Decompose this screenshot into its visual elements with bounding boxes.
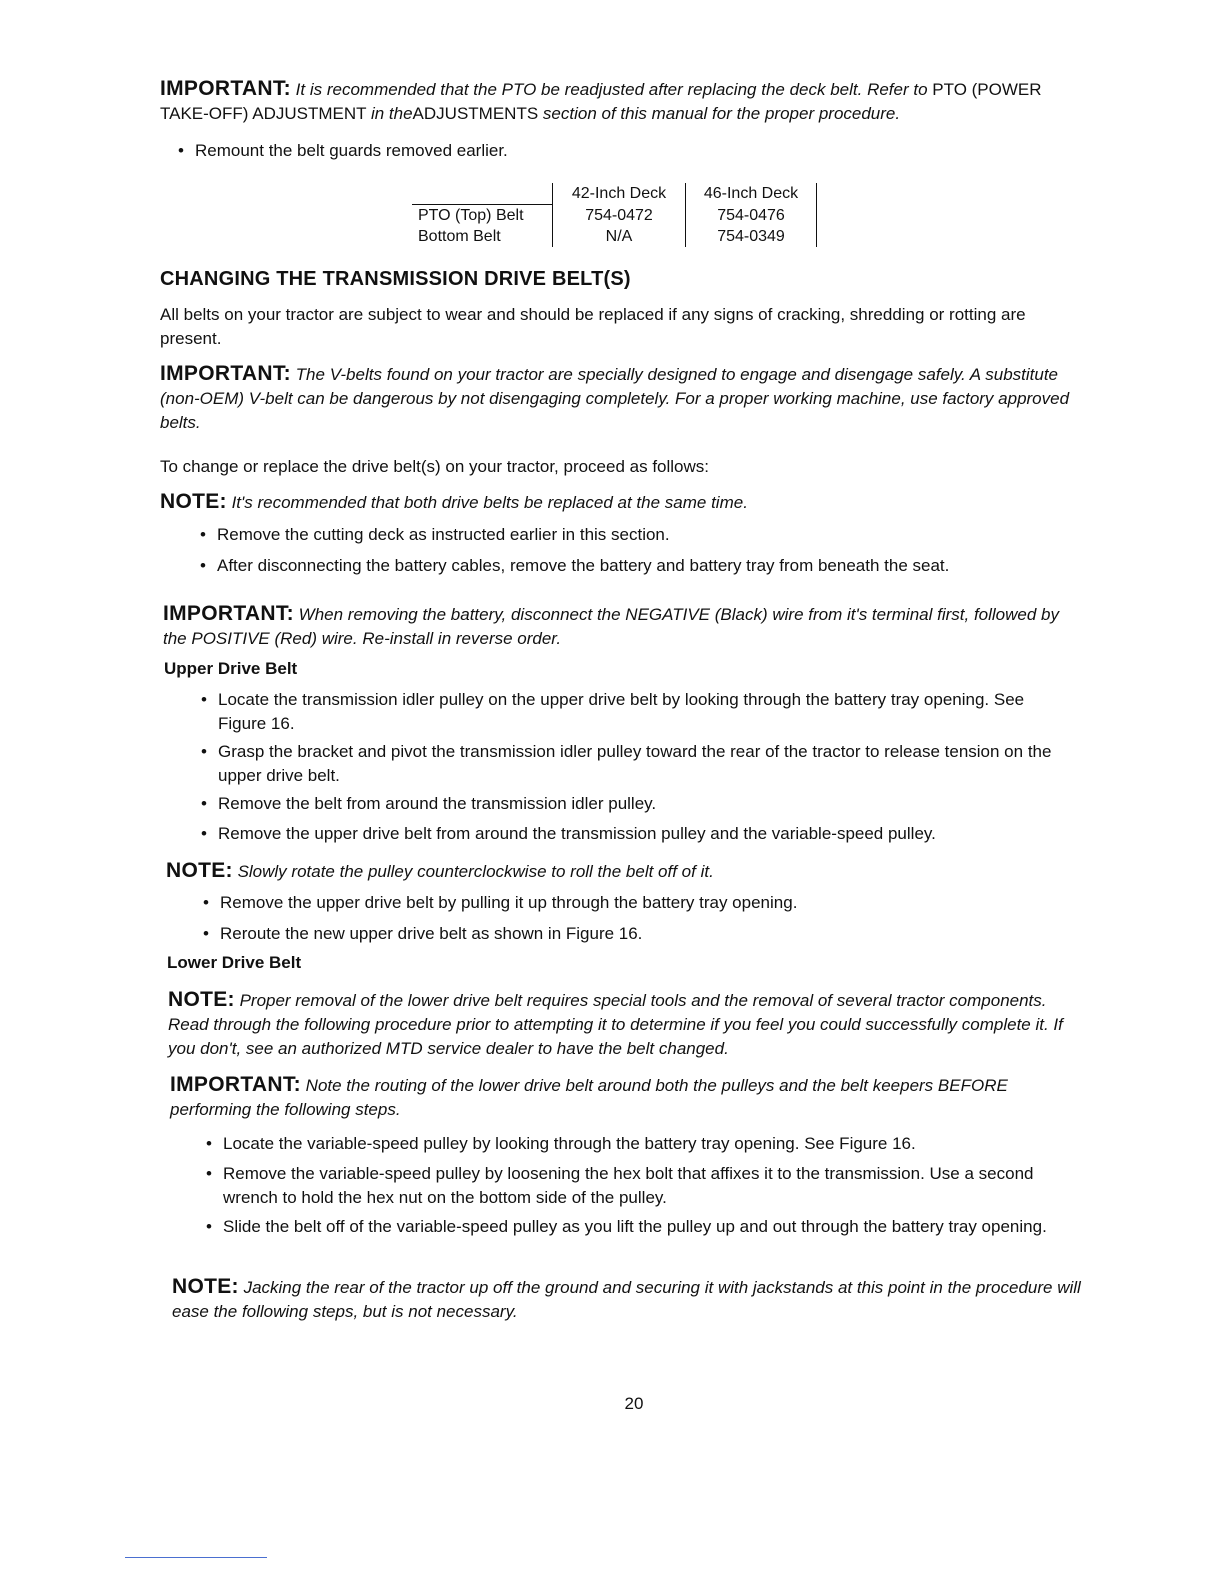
- list-item: [206, 1132, 1078, 1156]
- table-corner-cell: [412, 183, 553, 205]
- important-text-a: It is recommended that the PTO be readjusted after replacing the deck belt. Refer to: [295, 80, 928, 99]
- note-label: NOTE:: [168, 988, 235, 1011]
- list-item-text: Remove the belt from around the transmission idler pulley.: [218, 794, 657, 813]
- list-item: [178, 139, 1058, 163]
- cell-value: 754-0349: [686, 226, 817, 247]
- paragraph-change: To change or replace the drive belt(s) on your tractor, proceed as follows:: [160, 457, 710, 476]
- note-label: NOTE:: [166, 859, 233, 882]
- list-item-text: Locate the transmission idler pulley on the upper drive belt by looking through the battery tray opening. See Figure 16.: [218, 690, 1025, 733]
- list-item: [206, 1162, 1078, 1210]
- important-label: IMPORTANT:: [170, 1073, 301, 1096]
- bullet-icon: •: [201, 742, 207, 761]
- list-item-text: Remove the upper drive belt by pulling it up through the battery tray opening.: [220, 893, 798, 912]
- note-label: NOTE:: [172, 1275, 239, 1298]
- bullet-icon: •: [201, 794, 207, 813]
- cell-value: N/A: [553, 226, 686, 247]
- bullet-icon: •: [203, 893, 209, 912]
- bullet-icon: •: [200, 525, 206, 544]
- note-jacking: [172, 1275, 1090, 1324]
- bullet-icon: •: [201, 690, 207, 709]
- list-item-text: Locate the variable-speed pulley by looking through the battery tray opening. See Figure 16.: [223, 1134, 916, 1153]
- important-note-routing: [170, 1073, 1085, 1122]
- column-header-42: 42-Inch Deck: [553, 183, 686, 205]
- list-item: [201, 822, 1071, 846]
- subheading-lower-drive-belt: Lower Drive Belt: [167, 953, 302, 972]
- list-item: [200, 554, 1070, 578]
- section-heading: CHANGING THE TRANSMISSION DRIVE BELT(S): [160, 268, 631, 290]
- list-item-text: Remove the variable-speed pulley by loosening the hex bolt that affixes it to the transmission. Use a second wrench to hold the hex nut on the bottom side of the pulley.: [223, 1164, 1034, 1207]
- list-item: [206, 1215, 1078, 1239]
- important-text-c: in the: [370, 104, 413, 123]
- list-item-text: Remove the upper drive belt from around the transmission pulley and the variable-speed pulley.: [218, 824, 936, 843]
- important-text-d: ADJUSTMENTS: [412, 104, 539, 123]
- important-note-vbelts: [160, 362, 1070, 435]
- important-note-battery: [163, 602, 1078, 651]
- list-item-text: Remount the belt guards removed earlier.: [195, 141, 508, 160]
- list-item: [203, 891, 1073, 915]
- important-note-pto: [160, 77, 1075, 126]
- important-text: When removing the battery, disconnect the NEGATIVE (Black) wire from it's terminal first, followed by the POSITIVE (Red) wire. Re-install in reverse order.: [163, 605, 1059, 648]
- list-item: [201, 740, 1071, 788]
- table-row: [412, 205, 817, 227]
- list-item-text: Remove the cutting deck as instructed earlier in this section.: [217, 525, 670, 544]
- important-text: Note the routing of the lower drive belt around both the pulleys and the belt keepers BEFORE performing the following steps.: [170, 1076, 1008, 1119]
- note-both-belts: [160, 490, 1070, 515]
- table-row: [412, 226, 817, 247]
- note-text: Slowly rotate the pulley counterclockwise to roll the belt off of it.: [237, 862, 714, 881]
- note-lower-belt-removal: [168, 988, 1083, 1061]
- cell-value: 754-0472: [553, 205, 686, 227]
- note-text: Jacking the rear of the tractor up off the ground and securing it with jackstands at this point in the procedure will ease the following steps, but is not necessary.: [172, 1278, 1081, 1321]
- note-label: NOTE:: [160, 490, 227, 513]
- list-item-text: Slide the belt off of the variable-speed pulley as you lift the pulley up and out through the battery tray opening.: [223, 1217, 1047, 1236]
- list-item-text: Reroute the new upper drive belt as shown in Figure 16.: [220, 924, 643, 943]
- important-text: The V-belts found on your tractor are specially designed to engage and disengage safely. A substitute (non-OEM) V-belt can be dangerous by not disengaging completely. For a proper working machine, use factory approved belts.: [160, 365, 1070, 432]
- footer-divider: [125, 1557, 267, 1558]
- note-text: Proper removal of the lower drive belt requires special tools and the removal of several tractor components. Read through the following procedure prior to attempting it to determine if you feel you could successfully complete it. If you don't, see an authorized MTD service dealer to have the belt changed.: [168, 991, 1063, 1058]
- list-item: [203, 922, 1073, 946]
- note-text: It's recommended that both drive belts be replaced at the same time.: [231, 493, 748, 512]
- important-label: IMPORTANT:: [160, 362, 291, 385]
- note-rotate-pulley: [166, 859, 1076, 884]
- paragraph-wear: All belts on your tractor are subject to wear and should be replaced if any signs of cracking, shredding or rotting are present.: [160, 305, 1026, 348]
- table-header-row: [412, 183, 817, 205]
- subheading-upper-drive-belt: Upper Drive Belt: [164, 659, 298, 678]
- important-text-e: section of this manual for the proper procedure.: [542, 104, 901, 123]
- list-item-text: Grasp the bracket and pivot the transmission idler pulley toward the rear of the tractor to release tension on the upper drive belt.: [218, 742, 1052, 785]
- list-item: [201, 792, 1071, 816]
- belt-part-table: [412, 183, 817, 247]
- bullet-icon: •: [201, 824, 207, 843]
- cell-value: 754-0476: [686, 205, 817, 227]
- list-item-text: After disconnecting the battery cables, remove the battery and battery tray from beneath the seat.: [217, 556, 950, 575]
- bullet-icon: •: [206, 1164, 212, 1183]
- bullet-icon: •: [206, 1134, 212, 1153]
- list-item: [200, 523, 1070, 547]
- bullet-icon: •: [206, 1217, 212, 1236]
- important-text-b: PTO (POWER TAKE-OFF) ADJUSTMENT: [160, 80, 1042, 123]
- page-number: 20: [624, 1394, 644, 1413]
- important-label: IMPORTANT:: [163, 602, 294, 625]
- bullet-icon: •: [178, 141, 184, 160]
- list-item: [201, 688, 1071, 736]
- row-label: PTO (Top) Belt: [418, 207, 524, 224]
- column-header-46: 46-Inch Deck: [686, 183, 817, 205]
- row-label: Bottom Belt: [418, 228, 501, 245]
- bullet-icon: •: [200, 556, 206, 575]
- important-label: IMPORTANT:: [160, 77, 291, 100]
- bullet-icon: •: [203, 924, 209, 943]
